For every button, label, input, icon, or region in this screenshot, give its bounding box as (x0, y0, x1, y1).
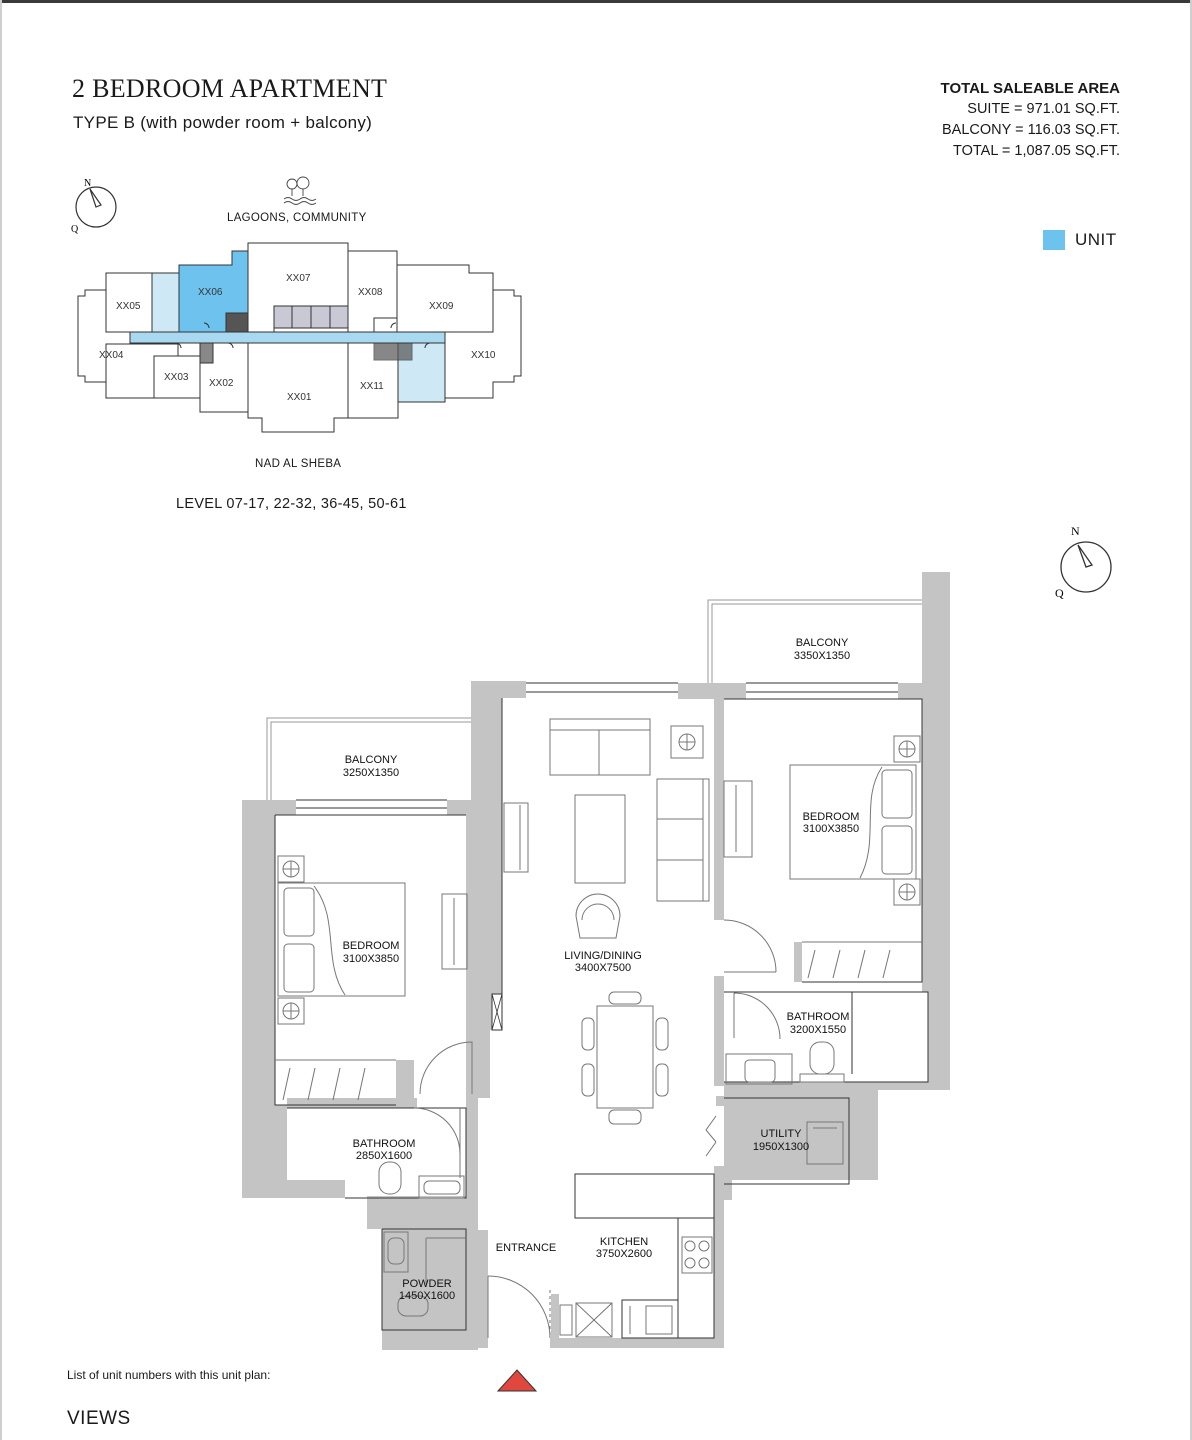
area-heading: TOTAL SALEABLE AREA (940, 80, 1120, 97)
kitchen-name: KITCHEN (599, 1236, 649, 1248)
living-name: LIVING/DINING (564, 950, 642, 962)
unit-xx11: XX11 (360, 381, 384, 392)
unit-xx01: XX01 (287, 392, 312, 403)
bathroom-right-size: 3200X1550 (789, 1024, 847, 1036)
powder-size: 1450X1600 (398, 1290, 456, 1302)
compass-large-south: Q (1055, 586, 1064, 600)
unit-xx08: XX08 (358, 287, 383, 298)
unit-xx03: XX03 (164, 372, 189, 383)
utility-name: UTILITY (760, 1128, 802, 1140)
levels-label: LEVEL 07-17, 22-32, 36-45, 50-61 (176, 496, 407, 512)
bedroom-right-name: BEDROOM (802, 811, 860, 823)
kitchen-size: 3750X2600 (595, 1248, 653, 1260)
bathroom-left-size: 2850X1600 (355, 1150, 413, 1162)
floor-plan (242, 572, 950, 1391)
page-subtitle: TYPE B (with powder room + balcony) (73, 113, 373, 132)
unit-xx02: XX02 (209, 378, 234, 389)
legend-label: UNIT (1075, 230, 1117, 249)
keyplan-bottom-label: NAD AL SHEBA (255, 458, 342, 470)
bedroom-left-size: 3100X3850 (342, 953, 400, 965)
compass-large-north: N (1071, 524, 1080, 538)
compass-small-north: N (84, 178, 92, 189)
unit-xx05: XX05 (116, 301, 141, 312)
keyplan-top-label: LAGOONS, COMMUNITY (227, 212, 367, 224)
compass-small (71, 178, 116, 235)
bathroom-left-name: BATHROOM (352, 1138, 416, 1150)
balcony-right-name: BALCONY (795, 637, 849, 649)
entrance-label: ENTRANCE (495, 1242, 557, 1254)
area-balcony: BALCONY = 116.03 SQ.FT. (942, 122, 1120, 138)
lagoon-icon (284, 177, 316, 205)
bedroom-left-name: BEDROOM (342, 940, 400, 952)
area-total: TOTAL = 1,087.05 SQ.FT. (953, 143, 1120, 159)
compass-small-south: Q (71, 224, 79, 235)
views-heading: VIEWS (67, 1408, 131, 1429)
bedroom-right-size: 3100X3850 (802, 823, 860, 835)
entry-marker-icon (498, 1370, 536, 1391)
unit-xx06: XX06 (198, 287, 223, 298)
utility-size: 1950X1300 (752, 1141, 810, 1153)
units-list-label: List of unit numbers with this unit plan: (67, 1368, 271, 1382)
powder-name: POWDER (402, 1278, 452, 1290)
page-title: 2 BEDROOM APARTMENT (72, 74, 388, 103)
compass-large (1055, 524, 1111, 600)
bathroom-right-name: BATHROOM (786, 1011, 850, 1023)
unit-xx04: XX04 (99, 350, 124, 361)
balcony-right-size: 3350X1350 (793, 650, 851, 662)
balcony-left-size: 3250X1350 (342, 767, 400, 779)
area-suite: SUITE = 971.01 SQ.FT. (967, 101, 1120, 117)
unit-xx10: XX10 (471, 350, 496, 361)
living-size: 3400X7500 (574, 962, 632, 974)
unit-xx07: XX07 (286, 273, 311, 284)
balcony-left-name: BALCONY (344, 754, 398, 766)
unit-xx09: XX09 (429, 301, 454, 312)
key-plan (78, 243, 521, 432)
